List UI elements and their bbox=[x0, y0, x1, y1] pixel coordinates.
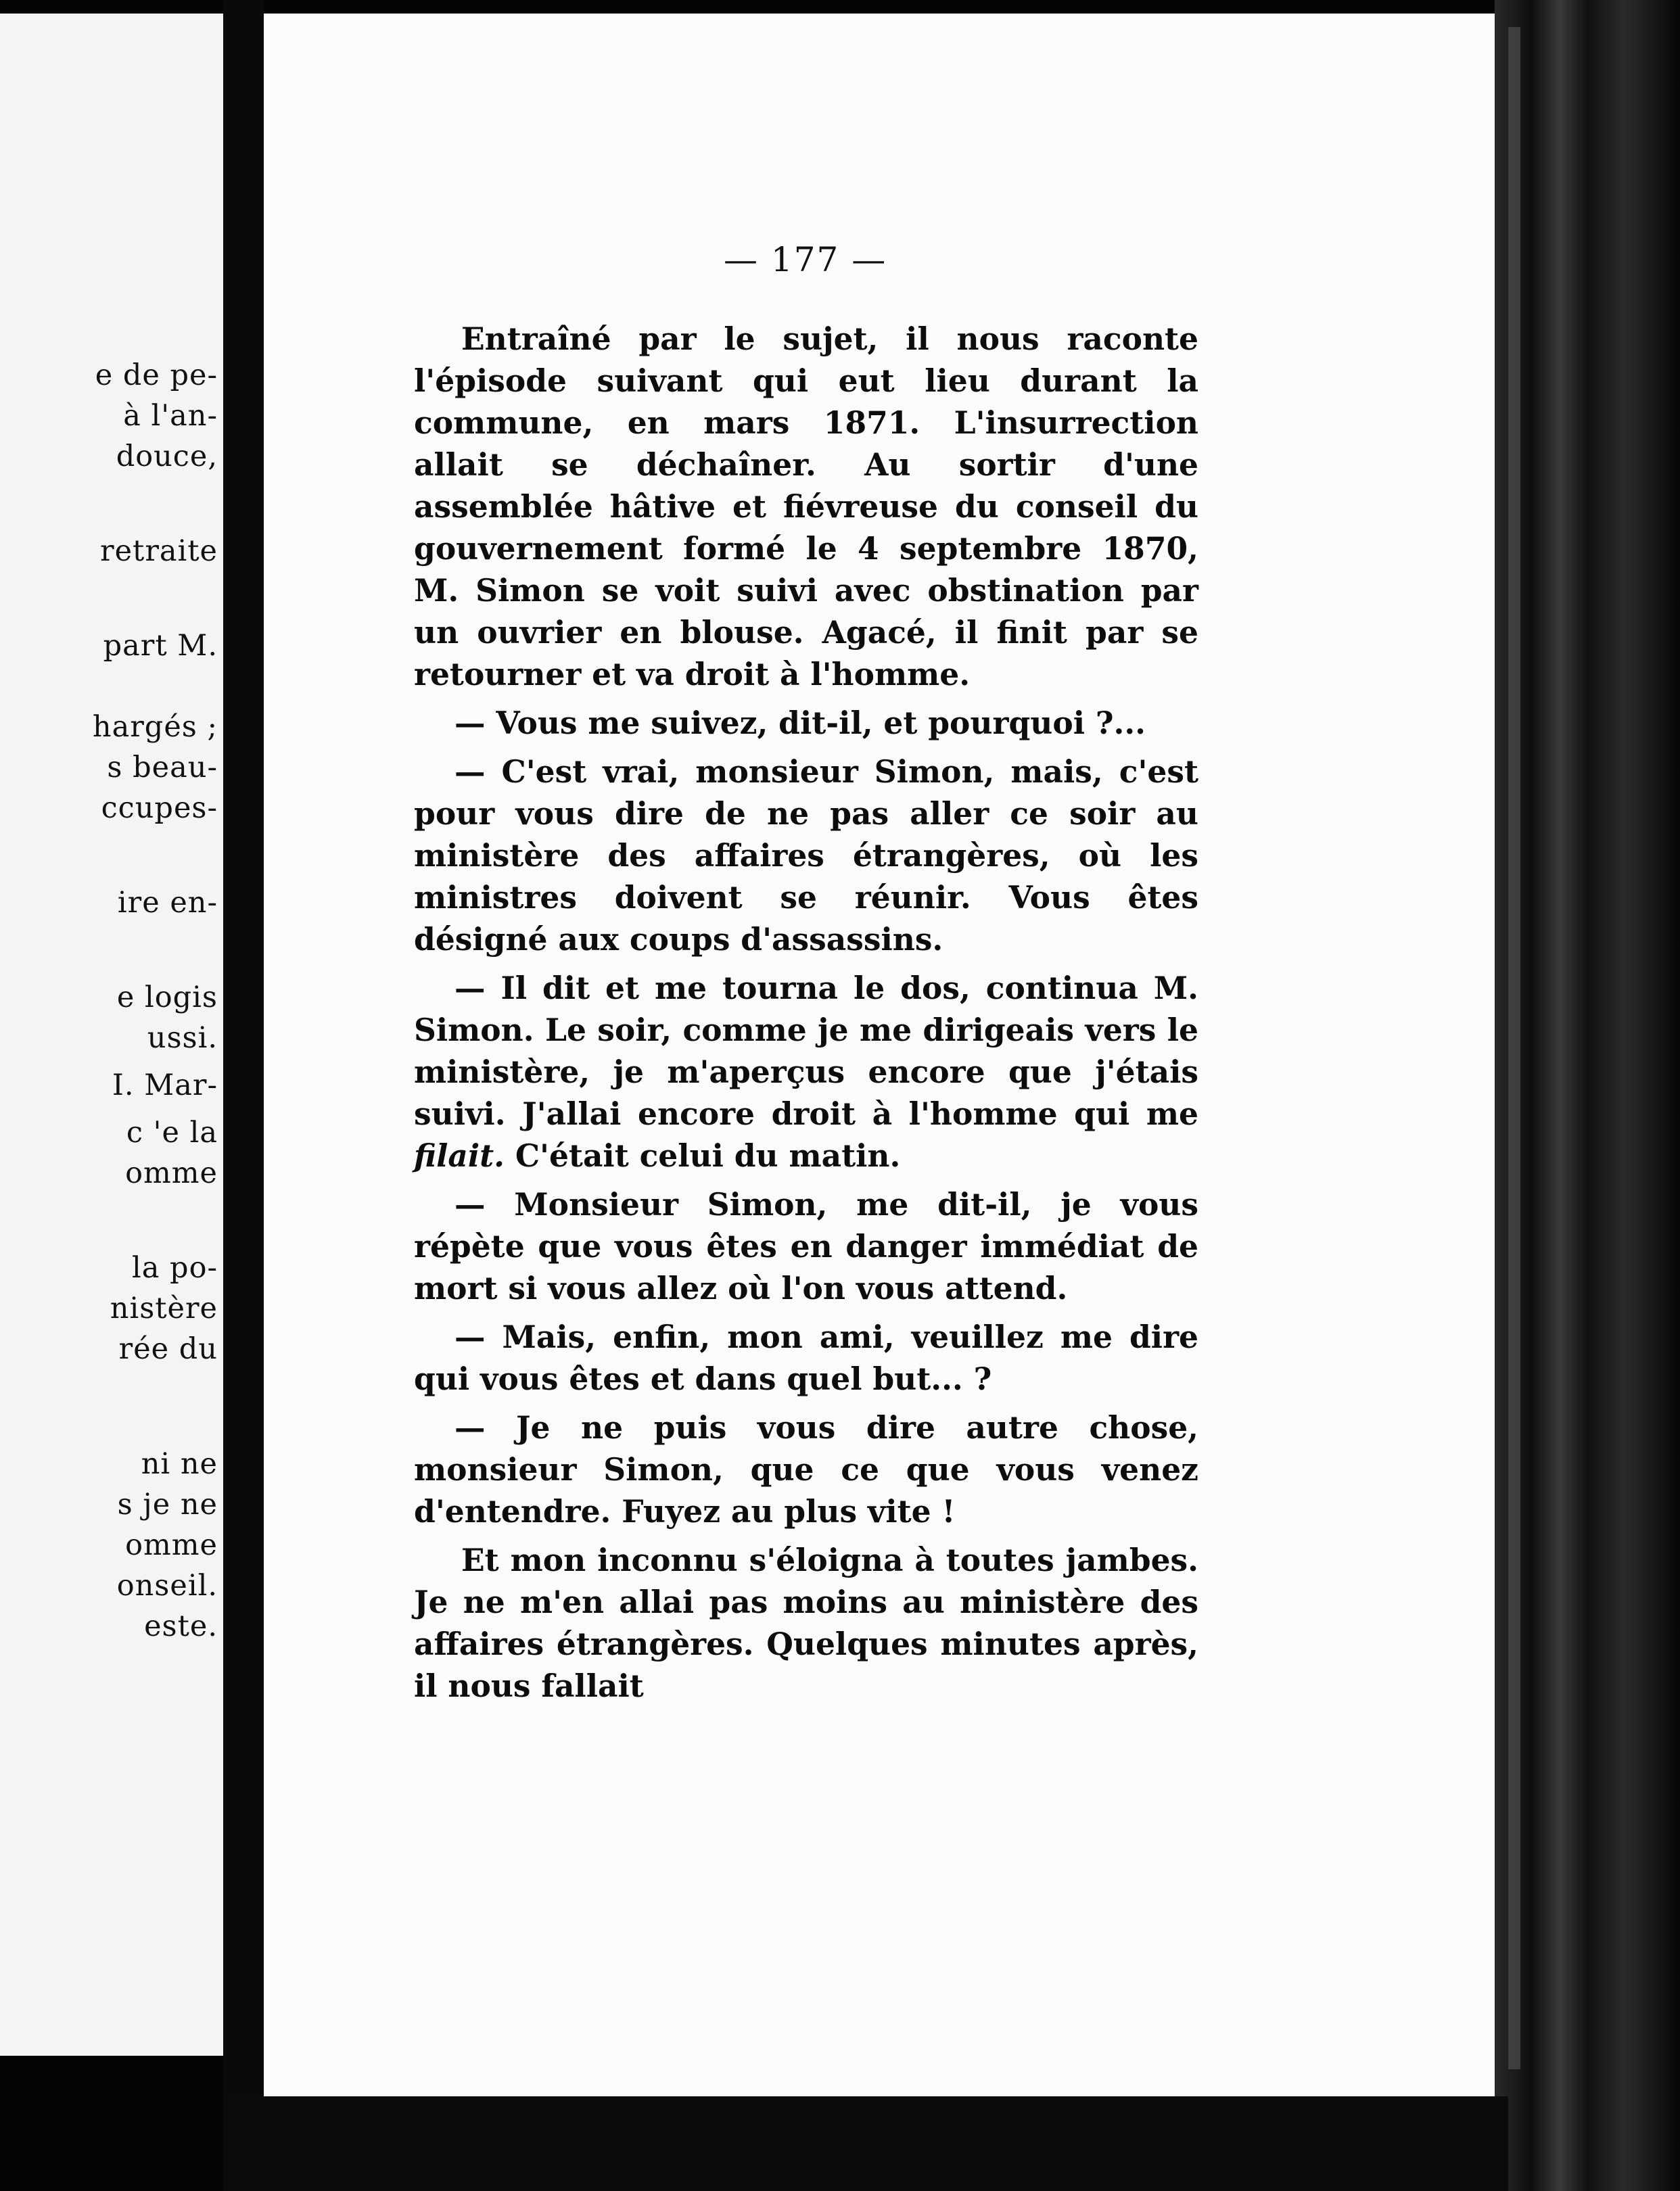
previous-page-text-line: rée du bbox=[118, 1332, 218, 1366]
previous-page-text-line: omme bbox=[125, 1156, 218, 1190]
previous-page-text-line: ire en- bbox=[117, 886, 218, 920]
paragraph bbox=[414, 967, 1198, 1177]
previous-page-text-line: omme bbox=[125, 1528, 218, 1562]
previous-page-text-line: à l'an- bbox=[123, 399, 218, 433]
previous-page-text-line: ussi. bbox=[147, 1021, 218, 1055]
paragraph-italic-text: filait. bbox=[414, 1137, 505, 1174]
page-number: — 177 — bbox=[724, 240, 887, 279]
page-edge-shadow bbox=[1495, 0, 1680, 2191]
paragraph bbox=[414, 1183, 1198, 1309]
page-edge-highlight bbox=[1508, 27, 1520, 2069]
previous-page-text-line: este. bbox=[144, 1609, 218, 1643]
previous-page-text-line: s beau- bbox=[107, 751, 218, 784]
paragraph bbox=[414, 1316, 1198, 1400]
paragraph-text: — Il dit et me tourna le dos, continua M. Simon. Le soir, comme je me dirigeais vers le ministère, je m'aperçus encore que j'étais suivi. J'allai encore droit à l'homme qui me bbox=[414, 970, 1198, 1132]
previous-page-text-line: onseil. bbox=[116, 1569, 218, 1603]
previous-page-text-line: e logis bbox=[116, 981, 218, 1014]
previous-page-text-line: nistère bbox=[110, 1292, 218, 1325]
previous-page-text-line: ni ne bbox=[141, 1447, 218, 1481]
previous-page-text-line: hargés ; bbox=[92, 710, 218, 744]
paragraph-text: — C'est vrai, monsieur Simon, mais, c'est pour vous dire de ne pas aller ce soir au ministère des affaires étrangères, où les ministres doivent se réunir. Vous êtes désigné aux coups d'assassins. bbox=[414, 753, 1198, 958]
previous-page-text-line: s je ne bbox=[117, 1488, 218, 1522]
paragraph bbox=[414, 1539, 1198, 1707]
previous-page-text-line: ccupes- bbox=[101, 791, 218, 825]
previous-page-text-line: douce, bbox=[116, 440, 218, 473]
previous-page-text-line: part M. bbox=[103, 629, 218, 663]
paragraph-text: — Vous me suivez, dit-il, et pourquoi ?... bbox=[454, 705, 1146, 741]
previous-page-text-line: retraite bbox=[100, 534, 218, 568]
previous-page-text-line: la po- bbox=[131, 1251, 218, 1285]
previous-page-text-line: I. Mar- bbox=[112, 1068, 218, 1102]
paragraph bbox=[414, 702, 1198, 744]
paragraph-text: — Mais, enfin, mon ami, veuillez me dire qui vous êtes et dans quel but... ? bbox=[414, 1319, 1198, 1397]
previous-page-text-line: c 'e la bbox=[126, 1116, 218, 1150]
paragraph-text-continued: C'était celui du matin. bbox=[505, 1137, 901, 1174]
paragraph bbox=[414, 1407, 1198, 1532]
paragraph-text: Entraîné par le sujet, il nous raconte l'épisode suivant qui eut lieu durant la commune, en mars 1871. L'insurrection allait se déchaîner. Au sortir d'une assemblée hâtive et fiévreuse du conseil du gouvernement formé le 4 septembre 1870, M. Simon se voit suivi avec obstination par un ouvrier en blouse. Agacé, il finit par se retourner et va droit à l'homme. bbox=[414, 321, 1198, 692]
paragraph-text: Et mon inconnu s'éloigna à toutes jambes. Je ne m'en allai pas moins au ministère des affaires étrangères. Quelques minutes après, il nous fallait bbox=[414, 1542, 1198, 1704]
page-text bbox=[414, 318, 1198, 1707]
book-gutter bbox=[223, 0, 264, 2191]
previous-page-fragment bbox=[0, 14, 223, 2056]
bottom-shadow bbox=[223, 2096, 1508, 2191]
paragraph bbox=[414, 751, 1198, 960]
paragraph-text: — Monsieur Simon, me dit-il, je vous répète que vous êtes en danger immédiat de mort si vous allez où l'on vous attend. bbox=[414, 1186, 1198, 1306]
paragraph-text: — Je ne puis vous dire autre chose, monsieur Simon, que ce que vous venez d'entendre. Fuyez au plus vite ! bbox=[414, 1409, 1198, 1530]
previous-page-text-line: e de pe- bbox=[95, 358, 218, 392]
paragraph bbox=[414, 318, 1198, 695]
